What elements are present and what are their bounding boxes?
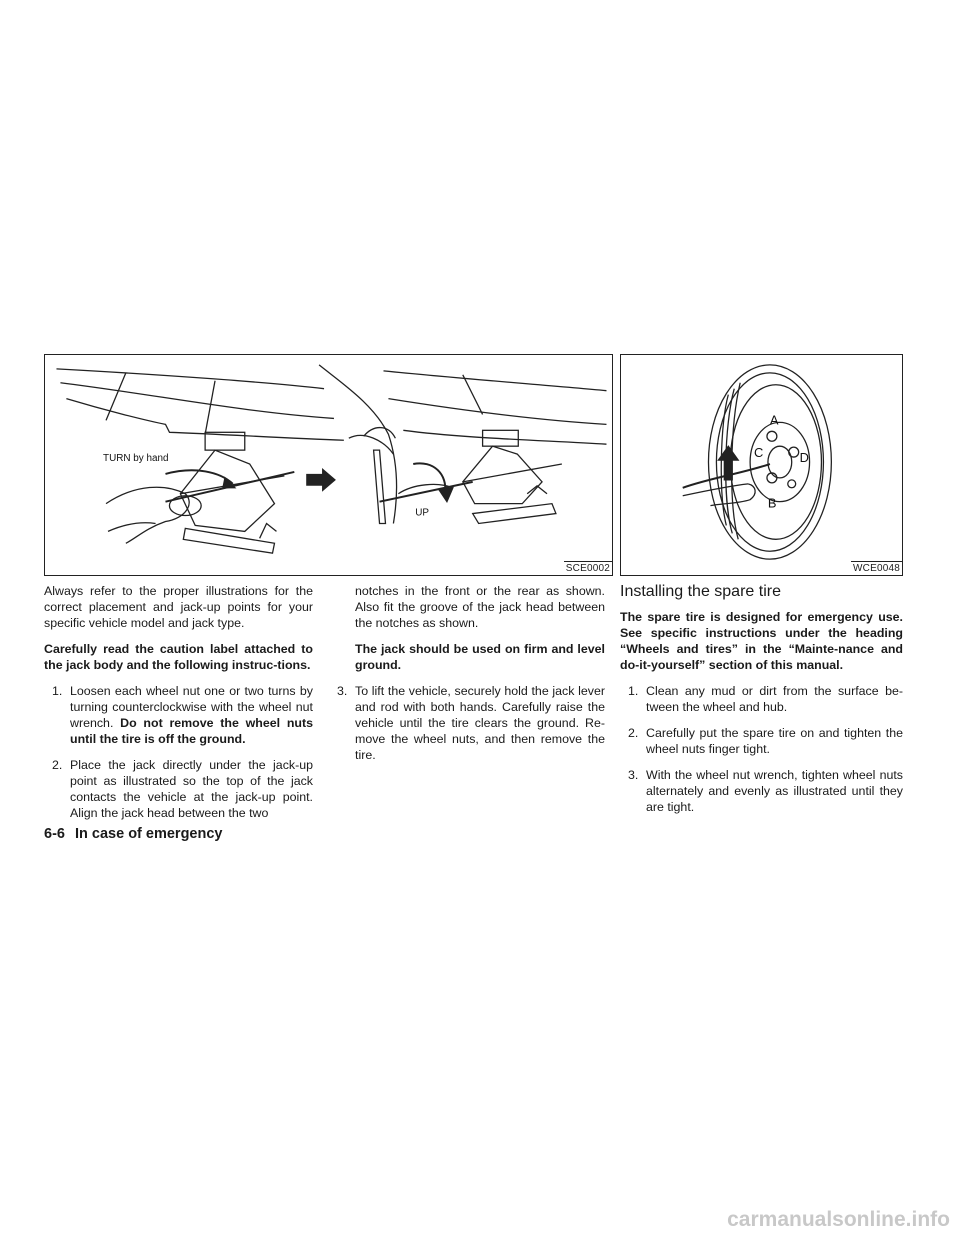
text-column-1 xyxy=(44,583,313,831)
step-text: To lift the vehicle, securely hold the jack lever and rod with both hands. Carefully raise the vehicle until the tire clears the ground. Re-move the wheel nuts, and then remove the tire. xyxy=(355,684,605,762)
wheel-illustration xyxy=(620,354,903,576)
label-c: C xyxy=(754,445,764,461)
turn-by-hand-label: TURN by hand xyxy=(103,453,169,465)
text-column-2 xyxy=(329,583,605,773)
step-text: Place the jack directly under the jack-up point as illustrated so the top of the jack contacts the vehicle at the jack-up point. Align the jack head between the two xyxy=(70,758,313,820)
step-warning: Do not remove the wheel nuts until the tire is off the ground. xyxy=(70,716,313,746)
install-step-1 xyxy=(620,683,903,715)
step-text: Carefully put the spare tire on and tighten the wheel nuts finger tight. xyxy=(646,726,903,756)
install-step-3 xyxy=(620,767,903,815)
wheel-drawing xyxy=(621,355,902,575)
section-heading: Installing the spare tire xyxy=(620,583,781,600)
up-label: UP xyxy=(415,507,429,519)
text-column-3 xyxy=(620,583,903,825)
step-number: 1. xyxy=(52,684,63,698)
intro-paragraph: Always refer to the proper illustrations for the correct placement and jack-up points for your specific vehicle model and jack type. xyxy=(44,584,313,630)
step-3 xyxy=(329,683,605,763)
step-text: Clean any mud or dirt from the surface be-tween the wheel and hub. xyxy=(646,684,903,714)
install-step-2 xyxy=(620,725,903,757)
step-number: 2. xyxy=(628,726,639,740)
figure-code: WCE0048 xyxy=(853,563,900,574)
step-number: 3. xyxy=(337,684,348,698)
page-number: 6-6 xyxy=(44,826,65,842)
section-title: In case of emergency xyxy=(75,826,223,842)
jack-drawing xyxy=(45,355,612,575)
step-text: With the wheel nut wrench, tighten wheel nuts alternately and evenly as illustrated until they are tight. xyxy=(646,768,903,814)
label-b: B xyxy=(767,495,777,511)
step-1 xyxy=(44,683,313,747)
step-2 xyxy=(44,757,313,821)
watermark: carmanualsonline.info xyxy=(727,1208,950,1231)
step-2-warning: The jack should be used on firm and level ground. xyxy=(355,642,605,672)
step-number: 2. xyxy=(52,758,63,772)
caution-paragraph: Carefully read the caution label attached to the jack body and the following instruc-tions. xyxy=(44,642,313,672)
label-d: D xyxy=(799,450,809,466)
spare-tire-note: The spare tire is designed for emergency use. See specific instructions under the heading “Wheels and tires” in the “Mainte-nance and do-it-yourself” section of this manual. xyxy=(620,610,903,672)
step-text: Loosen each wheel nut one or two turns by turning counterclockwise with the wheel nut wrench. xyxy=(70,684,313,730)
label-a: A xyxy=(769,412,779,428)
page-footer xyxy=(44,826,223,842)
figure-code: SCE0002 xyxy=(565,563,610,574)
step-number: 1. xyxy=(628,684,639,698)
jack-illustration xyxy=(44,354,613,576)
step-2-continued: notches in the front or the rear as shown. Also fit the groove of the jack head between the notches as shown. xyxy=(355,584,605,630)
step-number: 3. xyxy=(628,768,639,782)
